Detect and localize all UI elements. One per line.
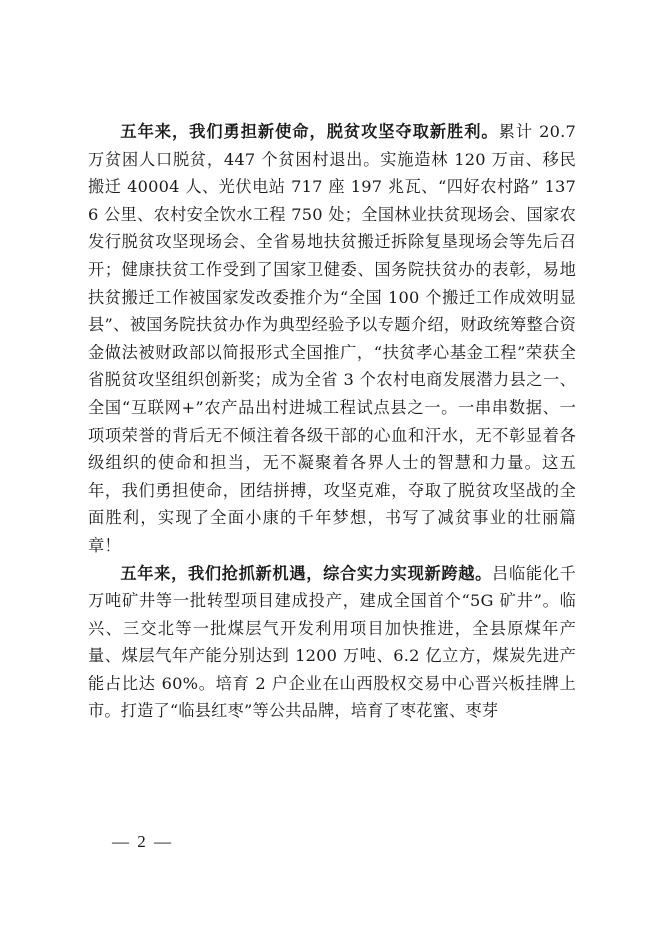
page-number: — 2 — [112, 832, 173, 851]
paragraph-lead: 五年来，我们勇担新使命，脱贫攻坚夺取新胜利。 [120, 122, 499, 141]
paragraph-economic-strength [88, 560, 576, 726]
paragraph-body: 累计 20.7 万贫困人口脱贫，447 个贫困村退出。实施造林 120 万亩、移民搬迁 40004 人、光伏电站 717 座 197 兆瓦、“四好农村路” 1376 公里、农村安全饮水工程 750 处；全国林业扶贫现场会、国家农发行脱贫攻坚现场会、全省易地扶贫搬迁拆除复垦现场会等先后召开；健康扶贫工作受到了国家卫健委、国务院扶贫办的表彰，易地扶贫搬迁工作被国家发改委推介为“全国 100 个搬迁工作成效明显县”、被国务院扶贫办作为典型经验予以专题介绍，财政统筹整合资金做法被财政部以简报形式全国推广，“扶贫孝心基金工程”荣获全省脱贫攻坚组织创新奖；成为全省 3 个农村电商发展潜力县之一、全国“互联网+”农产品出村进城工程试点县之一。一串串数据、一项项荣誉的背后无不倾注着各级干部的心血和汗水，无不彰显着各级组织的使命和担当，无不凝聚着各界人士的智慧和力量。这五年，我们勇担使命，团结拼搏，攻坚克难，夺取了脱贫攻坚战的全面胜利，实现了全面小康的千年梦想，书写了减贫事业的壮丽篇章！ [88, 122, 577, 555]
paragraph-poverty-alleviation [88, 118, 576, 560]
document-page [88, 118, 576, 725]
paragraph-lead: 五年来，我们抢抓新机遇，综合实力实现新跨越。 [120, 563, 493, 583]
paragraph-body: 吕临能化千万吨矿井等一批转型项目建成投产，建成全国首个“5G 矿井”。临兴、三交北等一批煤层气开发利用项目加快推进，全县原煤年产量、煤层气年产能分别达到 1200 万吨、6.2 亿立方，煤炭先进产能占比达 60%。培育 2 户企业在山西股权交易中心晋兴板挂牌上市。打造了“临县红枣”等公共品牌，培育了枣花蜜、枣芽 [88, 563, 577, 721]
